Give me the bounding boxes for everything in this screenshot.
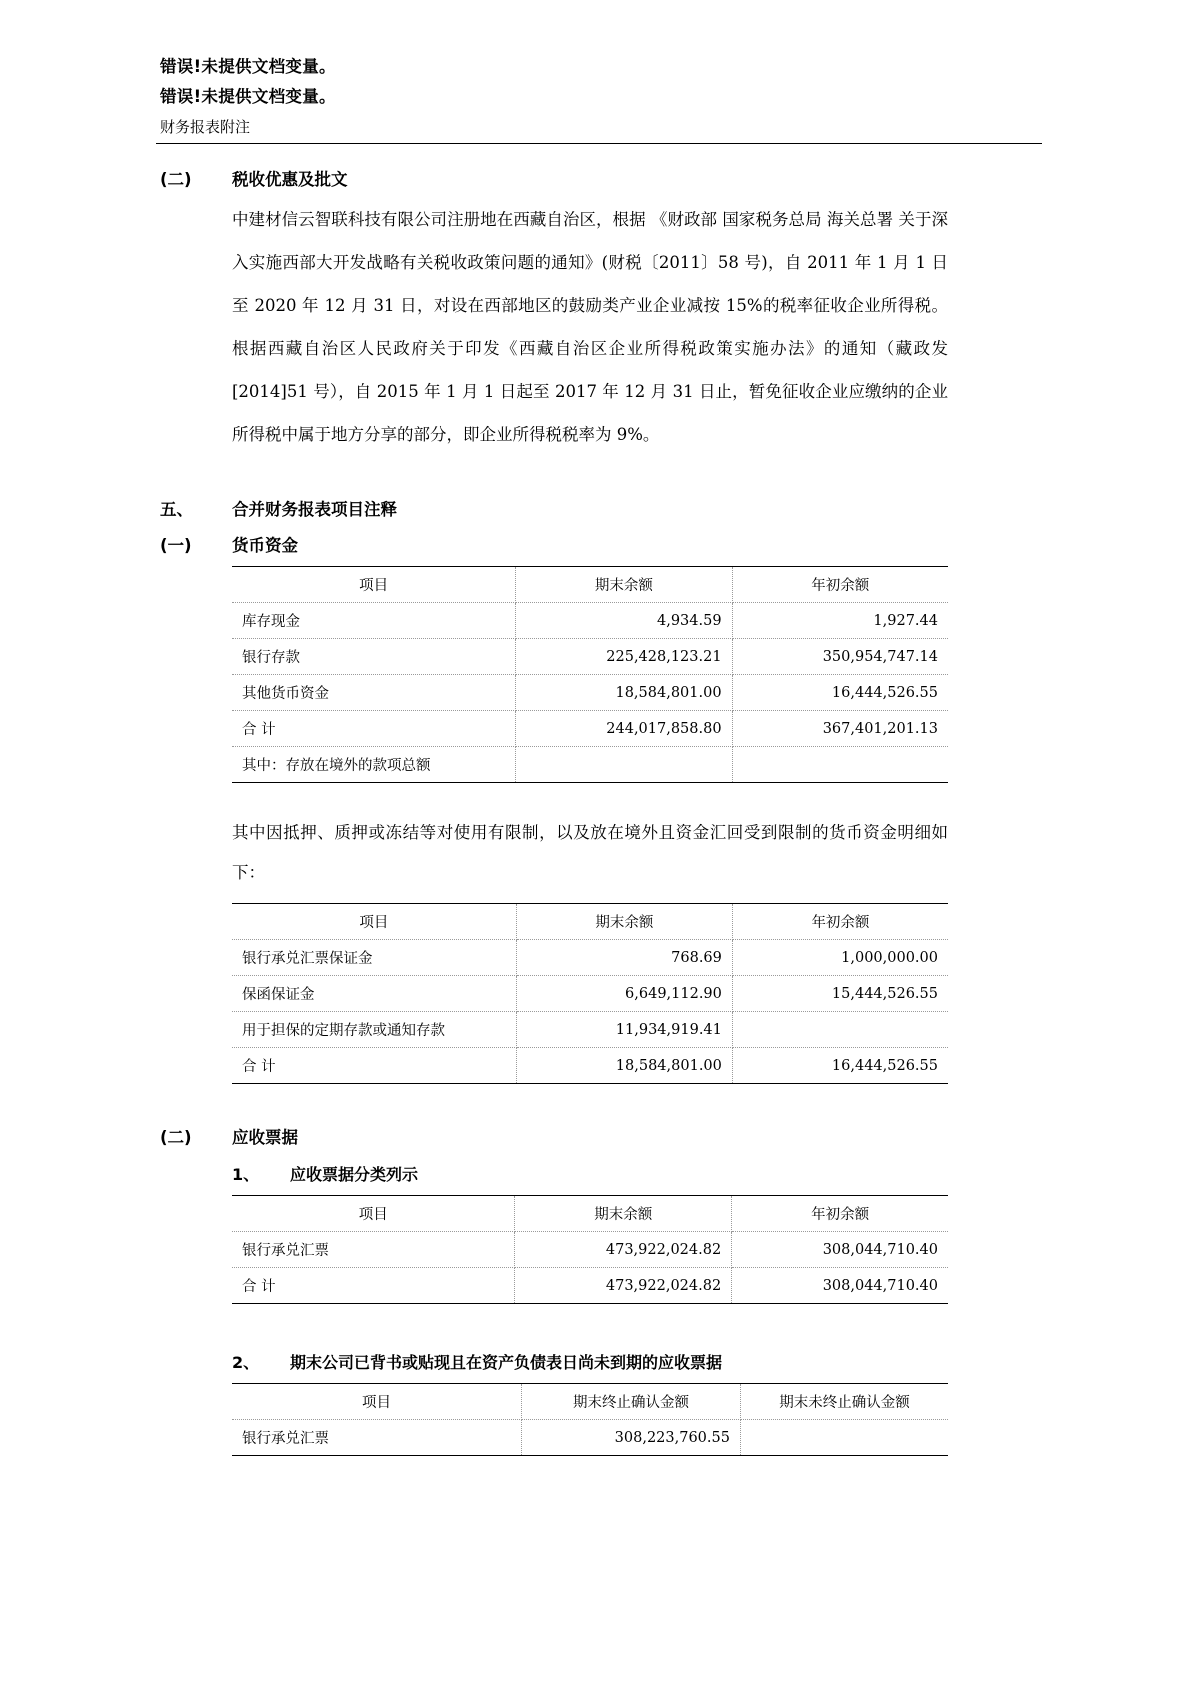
section-notes-heading xyxy=(160,1124,1045,1148)
table-row-total xyxy=(232,711,948,747)
table-row xyxy=(232,603,948,639)
section-main-title: 合并财务报表项目注释 xyxy=(232,500,397,519)
table-header-row xyxy=(232,1384,948,1420)
table-header-row xyxy=(232,1196,948,1232)
column-header-derecognized: 期末终止确认金额 xyxy=(522,1384,741,1420)
column-header-item: 项目 xyxy=(232,1196,515,1232)
subsection-2-number: 2、 xyxy=(232,1353,260,1372)
cash-restricted-table xyxy=(232,903,948,1084)
cell-begin: 308,044,710.40 xyxy=(732,1268,948,1304)
header-divider xyxy=(156,143,1042,144)
table-row xyxy=(232,1232,948,1268)
cell-end: 244,017,858.80 xyxy=(516,711,732,747)
table-row xyxy=(232,976,948,1012)
cell-begin xyxy=(740,1420,948,1456)
subsection-1-number: 1、 xyxy=(232,1165,260,1184)
column-header-item: 项目 xyxy=(232,1384,522,1420)
column-header-begin: 年初余额 xyxy=(732,567,948,603)
section-notes-title: 应收票据 xyxy=(232,1128,298,1147)
cell-end: 18,584,801.00 xyxy=(516,1048,732,1084)
cell-begin: 15,444,526.55 xyxy=(732,976,948,1012)
cell-begin: 1,927.44 xyxy=(732,603,948,639)
subsection-1-heading xyxy=(160,1162,1045,1185)
cell-item: 合 计 xyxy=(232,1048,516,1084)
section-notes-number: (二) xyxy=(160,1128,192,1147)
cell-end: 225,428,123.21 xyxy=(516,639,732,675)
section-cash-number: (一) xyxy=(160,536,192,555)
cell-begin: 1,000,000.00 xyxy=(732,940,948,976)
section-tax-title: 税收优惠及批文 xyxy=(232,170,348,189)
cell-end: 473,922,024.82 xyxy=(515,1268,732,1304)
column-header-begin: 年初余额 xyxy=(732,1196,948,1232)
column-header-end: 期末余额 xyxy=(516,567,732,603)
table-header-row xyxy=(232,904,948,940)
column-header-item: 项目 xyxy=(232,567,516,603)
subsection-2-title: 期末公司已背书或贴现且在资产负债表日尚未到期的应收票据 xyxy=(290,1353,723,1372)
column-header-not-derecognized: 期末未终止确认金额 xyxy=(740,1384,948,1420)
subsection-1-title: 应收票据分类列示 xyxy=(290,1165,419,1184)
column-header-begin: 年初余额 xyxy=(732,904,948,940)
table-row xyxy=(232,747,948,783)
cell-item: 银行承兑汇票保证金 xyxy=(232,940,516,976)
section-tax-paragraph: 中建材信云智联科技有限公司注册地在西藏自治区，根据 《财政部 国家税务总局 海关总署 关于深入实施西部大开发战略有关税收政策问题的通知》(财税〔2011〕58 号)，自 2011 年 1 月 1 日至 2020 年 12 月 31 日，对设在西部地区的鼓励类产业企业减按 15%的税率征收企业所得税。根据西藏自治区人民政府关于印发《西藏自治区企业所得税政策实施办法》的通知（藏政发[2014]51 号），自 2015 年 1 月 1 日起至 2017 年 12 月 31 日止，暂免征收企业应缴纳的企业所得税中属于地方分享的部分，即企业所得税税率为 9%。 xyxy=(232,210,948,444)
cell-item: 保函保证金 xyxy=(232,976,516,1012)
column-header-end: 期末余额 xyxy=(515,1196,732,1232)
table-row xyxy=(232,1420,948,1456)
cell-end: 308,223,760.55 xyxy=(522,1420,741,1456)
section-cash-heading xyxy=(160,532,1045,556)
cell-begin: 16,444,526.55 xyxy=(732,675,948,711)
notes-endorsed-table xyxy=(232,1383,948,1456)
table-row xyxy=(232,639,948,675)
table-row xyxy=(232,1012,948,1048)
column-header-item: 项目 xyxy=(232,904,516,940)
section-main-heading xyxy=(160,496,1045,520)
header-line-1: 错误!未提供文档变量。 xyxy=(160,57,336,76)
section-cash-title: 货币资金 xyxy=(232,536,298,555)
section-tax-heading xyxy=(160,166,1045,190)
cell-item: 合 计 xyxy=(232,711,516,747)
cell-item: 银行承兑汇票 xyxy=(232,1232,515,1268)
cell-end xyxy=(516,747,732,783)
cell-end: 6,649,112.90 xyxy=(516,976,732,1012)
cell-end: 768.69 xyxy=(516,940,732,976)
cell-begin xyxy=(732,1012,948,1048)
section-tax-number: (二) xyxy=(160,170,192,189)
cell-begin: 308,044,710.40 xyxy=(732,1232,948,1268)
cell-begin: 16,444,526.55 xyxy=(732,1048,948,1084)
cash-table xyxy=(232,566,948,783)
cell-item: 合 计 xyxy=(232,1268,515,1304)
cell-begin: 350,954,747.14 xyxy=(732,639,948,675)
cell-begin: 367,401,201.13 xyxy=(732,711,948,747)
cell-item: 其中：存放在境外的款项总额 xyxy=(232,747,516,783)
column-header-end: 期末余额 xyxy=(516,904,732,940)
table-row-total xyxy=(232,1048,948,1084)
cell-item: 用于担保的定期存款或通知存款 xyxy=(232,1012,516,1048)
table-row-total xyxy=(232,1268,948,1304)
table-header-row xyxy=(232,567,948,603)
cell-end: 18,584,801.00 xyxy=(516,675,732,711)
cell-end: 11,934,919.41 xyxy=(516,1012,732,1048)
header-subtitle: 财务报表附注 xyxy=(160,118,251,136)
cell-item: 银行存款 xyxy=(232,639,516,675)
cell-item: 其他货币资金 xyxy=(232,675,516,711)
cell-end: 473,922,024.82 xyxy=(515,1232,732,1268)
cell-item: 银行承兑汇票 xyxy=(232,1420,522,1456)
cell-end: 4,934.59 xyxy=(516,603,732,639)
section-main-number: 五、 xyxy=(160,500,193,519)
cell-begin xyxy=(732,747,948,783)
table-row xyxy=(232,940,948,976)
cell-item: 库存现金 xyxy=(232,603,516,639)
cash-restriction-note: 其中因抵押、质押或冻结等对使用有限制，以及放在境外且资金汇回受到限制的货币资金明细如下： xyxy=(232,823,948,882)
table-row xyxy=(232,675,948,711)
header-line-2: 错误!未提供文档变量。 xyxy=(160,87,336,106)
notes-classification-table xyxy=(232,1195,948,1304)
subsection-2-heading xyxy=(160,1350,1045,1373)
page-header xyxy=(160,52,1045,144)
